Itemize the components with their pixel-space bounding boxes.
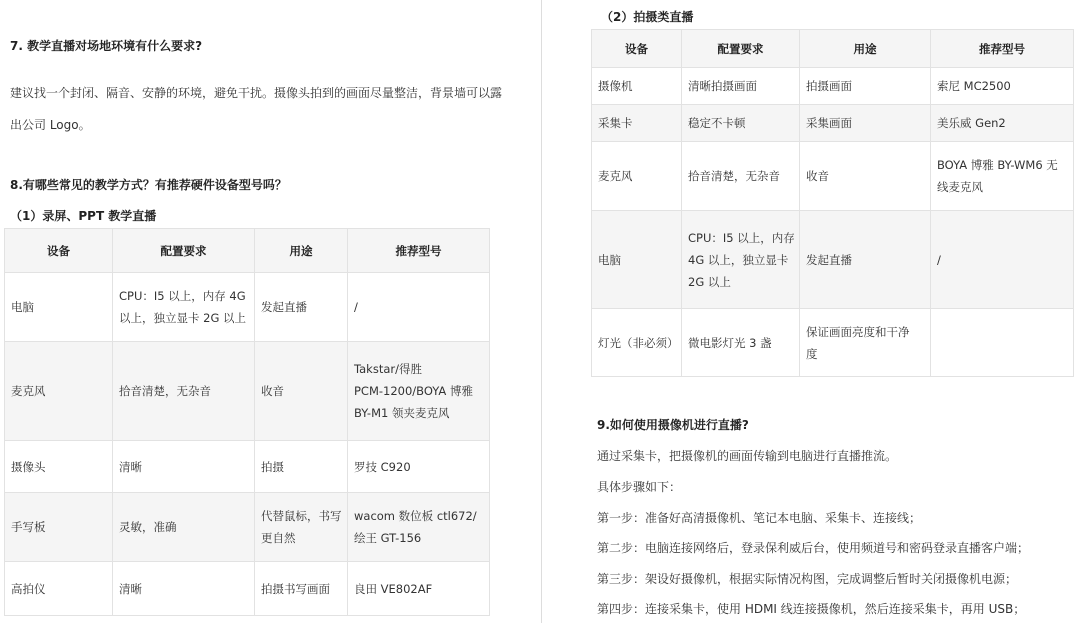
cell-line: 更自然 [261,531,296,545]
cell-line: 4G 以上，独立显卡 [688,252,789,267]
cell-line: 清晰 [119,581,142,596]
cell-model [348,441,490,493]
cell-line: 采集画面 [806,116,852,130]
cell-line: 拍摄书写画面 [261,581,330,596]
cell-model [348,562,490,616]
q9-intro: 通过采集卡，把摄像机的画面传输到电脑进行直播推流。 [597,449,898,463]
cell-config [113,493,255,562]
cell-use [255,493,348,562]
q7-answer-line-1: 建议找一个封闭、隔音、安静的环境，避免干扰。摄像头拍到的画面尽量整洁，背景墙可以露 [10,86,503,100]
q7-title: 7. 教学直播对场地环境有什么要求? [10,39,203,53]
cell-line: 发起直播 [806,252,852,267]
table-row [592,211,1074,309]
cell-line: CPU：I5 以上，内存 [688,230,795,245]
cell-line: 灵敏，准确 [119,520,177,534]
table-row [592,309,1074,377]
table-body [5,273,490,616]
cell-use [800,68,931,105]
table-header-model: 推荐型号 [931,30,1074,68]
cell-line: 度 [806,346,818,361]
table-header-device: 设备 [592,30,682,68]
cell-line: 发起直播 [261,300,307,314]
cell-config [113,562,255,616]
right-page [545,0,1080,623]
cell-use [255,273,348,342]
table-row [5,493,490,562]
cell-line: 稳定不卡顿 [688,116,746,130]
cell-use [800,309,931,377]
cell-config [682,309,800,377]
cell-model [348,273,490,342]
cell-config [682,211,800,309]
q9-step: 第三步：架设好摄像机，根据实际情况构图，完成调整后暂时关闭摄像机电源； [597,572,1018,586]
cell-line: PCM-1200/BOYA 博雅 [354,384,473,398]
table-row [5,562,490,616]
cell-use [255,562,348,616]
cell-line: Takstar/得胜 [354,362,422,376]
table-header-use: 用途 [255,229,348,273]
cell-line: 2G 以上 [688,274,731,289]
cell-line: 收音 [806,169,829,183]
cell-line: BOYA 博雅 BY-WM6 无 [937,158,1058,172]
cell-device: 电脑 [5,273,113,342]
cell-line: 罗技 C920 [354,459,411,474]
cell-line: 拾音清楚，无杂音 [119,384,211,398]
cell-line: BY-M1 领夹麦克风 [354,406,450,420]
cell-device: 麦克风 [5,342,113,441]
cell-device: 麦克风 [592,142,682,211]
cell-model [931,309,1074,377]
cell-line: 微电影灯光 3 盏 [688,335,772,350]
table-body [592,68,1074,377]
cell-device: 高拍仪 [5,562,113,616]
cell-use [800,142,931,211]
q9-step: 第二步：电脑连接网络后，登录保利威后台，使用频道号和密码登录直播客户端； [597,541,1030,555]
q9-step: 第四步：连接采集卡，使用 HDMI 线连接摄像机，然后连接采集卡，再用 USB； [597,602,1026,616]
cell-config [682,142,800,211]
cell-config [113,441,255,493]
cell-line: 绘王 GT-156 [354,531,422,545]
cell-line: / [354,300,358,314]
cell-line: 拍摄 [261,459,284,474]
cell-device: 电脑 [592,211,682,309]
table-row [592,105,1074,142]
cell-line: 代替鼠标，书写 [261,509,342,523]
section1-title: （1）录屏、PPT 教学直播 [10,209,157,223]
q7-answer-line-2: 出公司 Logo。 [10,118,91,132]
cell-line: / [937,252,941,267]
table-header-use: 用途 [800,30,931,68]
cell-device: 摄像头 [5,441,113,493]
cell-model [931,105,1074,142]
q9-step: 第一步：准备好高清摄像机、笔记本电脑、采集卡、连接线； [597,511,922,525]
cell-line: 索尼 MC2500 [937,79,1011,93]
equipment-table-recording [4,228,490,616]
table-row [592,68,1074,105]
table-row [5,273,490,342]
cell-line: 拾音清楚，无杂音 [688,169,780,183]
cell-config [682,105,800,142]
section2-title: （2）拍摄类直播 [601,10,694,24]
cell-use [255,441,348,493]
table-header-config: 配置要求 [682,30,800,68]
cell-line: 线麦克风 [937,180,983,194]
cell-device: 灯光（非必须） [592,309,682,377]
cell-line: 清晰 [119,459,142,474]
cell-use [255,342,348,441]
cell-line: CPU：I5 以上，内存 4G [119,289,246,303]
cell-line: 收音 [261,384,284,398]
cell-line: 良田 VE802AF [354,581,433,596]
cell-line: 以上，独立显卡 2G 以上 [119,311,247,325]
cell-device: 手写板 [5,493,113,562]
cell-model [348,493,490,562]
cell-config [113,342,255,441]
cell-line: 美乐威 Gen2 [937,116,1006,130]
cell-use [800,105,931,142]
cell-model [931,142,1074,211]
cell-model [931,68,1074,105]
cell-line: wacom 数位板 ctl672/ [354,509,477,523]
cell-use [800,211,931,309]
q8-title: 8.有哪些常见的教学方式？有推荐硬件设备型号吗？ [10,178,287,192]
cell-line: 保证画面亮度和干净 [806,324,910,339]
cell-config [682,68,800,105]
cell-model [931,211,1074,309]
q9-title: 9.如何使用摄像机进行直播? [597,418,749,432]
table-row [5,441,490,493]
page-divider [541,0,542,623]
table-header-device: 设备 [5,229,113,273]
cell-config [113,273,255,342]
cell-device: 采集卡 [592,105,682,142]
cell-device: 摄像机 [592,68,682,105]
table-header-config: 配置要求 [113,229,255,273]
equipment-table-camera [591,29,1074,377]
table-row [592,142,1074,211]
cell-line: 拍摄画面 [806,79,852,93]
cell-model [348,342,490,441]
q9-steps-label: 具体步骤如下： [597,480,682,494]
table-row [5,342,490,441]
table-header-model: 推荐型号 [348,229,490,273]
cell-line: 清晰拍摄画面 [688,79,757,93]
